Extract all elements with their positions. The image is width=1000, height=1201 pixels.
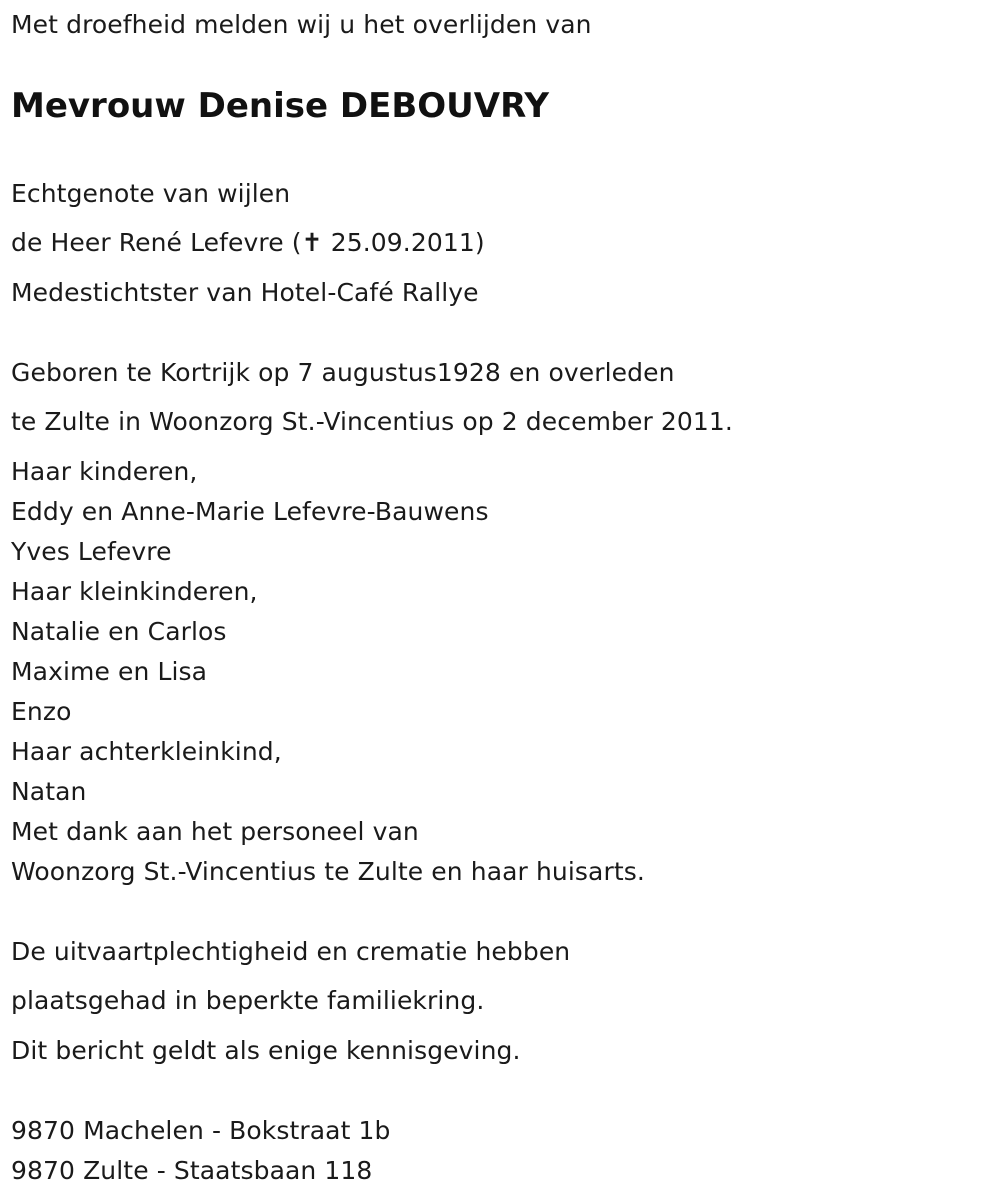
funeral-line-2: plaatsgehad in beperkte familiekring. bbox=[11, 986, 485, 1015]
child-name: Eddy en Anne-Marie Lefevre-Bauwens bbox=[11, 497, 489, 526]
funeral-line-1: De uitvaartplechtigheid en crematie hebben bbox=[11, 937, 571, 966]
grandchild-name: Natalie en Carlos bbox=[11, 617, 227, 646]
grandchild-name: Maxime en Lisa bbox=[11, 657, 208, 686]
thanks-line-2: Woonzorg St.-Vincentius te Zulte en haar huisarts. bbox=[11, 857, 645, 886]
spouse-line-1: Echtgenote van wijlen bbox=[11, 179, 291, 208]
great-grandchild-name: Natan bbox=[11, 777, 87, 806]
birth-death-line-2: te Zulte in Woonzorg St.-Vincentius op 2 december 2011. bbox=[11, 407, 733, 436]
grandchild-name: Enzo bbox=[11, 697, 72, 726]
deceased-name: Mevrouw Denise DEBOUVRY bbox=[11, 86, 550, 126]
intro-text: Met droefheid melden wij u het overlijden van bbox=[11, 10, 592, 39]
child-name: Yves Lefevre bbox=[11, 537, 172, 566]
address-line: 9870 Zulte - Staatsbaan 118 bbox=[11, 1156, 373, 1185]
great-grandchild-heading: Haar achterkleinkind, bbox=[11, 737, 282, 766]
thanks-line-1: Met dank aan het personeel van bbox=[11, 817, 419, 846]
birth-death-line-1: Geboren te Kortrijk op 7 augustus1928 en overleden bbox=[11, 358, 675, 387]
children-heading: Haar kinderen, bbox=[11, 457, 198, 486]
spouse-line-2: de Heer René Lefevre (✝ 25.09.2011) bbox=[11, 228, 485, 257]
grandchildren-heading: Haar kleinkinderen, bbox=[11, 577, 258, 606]
address-line: 9870 Machelen - Bokstraat 1b bbox=[11, 1116, 391, 1145]
funeral-line-3: Dit bericht geldt als enige kennisgeving. bbox=[11, 1036, 521, 1065]
role-text: Medestichtster van Hotel-Café Rallye bbox=[11, 278, 479, 307]
